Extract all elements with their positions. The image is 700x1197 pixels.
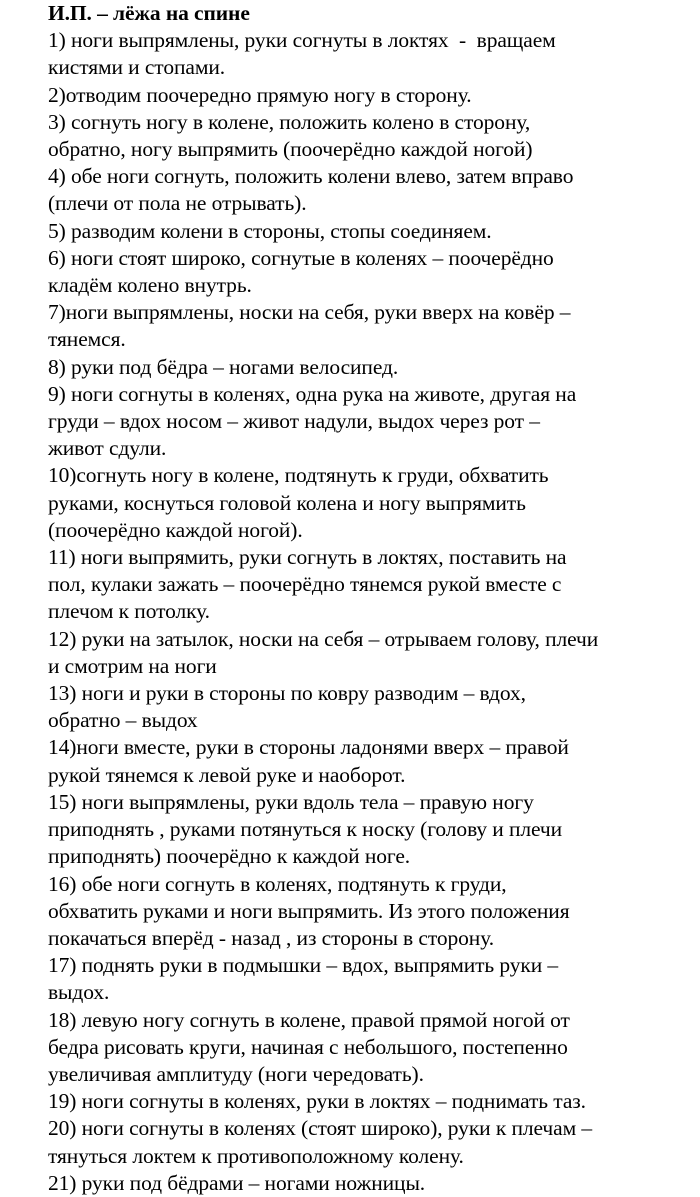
text-line: 8) руки под бёдра – ногами велосипед. [48, 354, 399, 379]
text-line: тянуться локтем к противоположному колену. [48, 1143, 464, 1168]
text-line: 1) ноги выпрямлены, руки согнуты в локтях - вращаем [48, 28, 556, 53]
text-line: 10)согнуть ногу в колене, подтянуть к груди, обхватить [48, 463, 549, 488]
exercise-list [48, 27, 698, 1197]
text-line: 17) поднять руки в подмышки – вдох, выпрямить руки – [48, 953, 559, 978]
text-line: 18) левую ногу согнуть в колене, правой прямой ногой от [48, 1007, 570, 1032]
text-line: руками, коснуться головой колена и ногу выпрямить [48, 490, 526, 515]
text-line: 12) руки на затылок, носки на себя – отрываем голову, плечи [48, 626, 599, 651]
text-line: (поочерёдно каждой ногой). [48, 517, 303, 542]
text-line: 3) согнуть ногу в колене, положить колено в сторону, [48, 109, 531, 134]
text-line: кистями и стопами. [48, 55, 226, 80]
text-line: кладём колено внутрь. [48, 273, 252, 298]
text-line: 6) ноги стоят широко, согнутые в коленях – поочерёдно [48, 245, 554, 270]
text-line: рукой тянемся к левой руке и наоборот. [48, 762, 406, 787]
text-line: обратно, ногу выпрямить (поочерёдно каждой ногой) [48, 137, 533, 162]
text-line: плечом к потолку. [48, 599, 210, 624]
text-line: приподнять , руками потянуться к носку (голову и плечи [48, 817, 563, 842]
text-line: пол, кулаки зажать – поочерёдно тянемся рукой вместе с [48, 572, 562, 597]
text-line: 7)ноги выпрямлены, носки на себя, руки вверх на ковёр – [48, 300, 571, 325]
text-line: обхватить руками и ноги выпрямить. Из этого положения [48, 898, 570, 923]
text-line: 20) ноги согнуты в коленях (стоят широко), руки к плечам – [48, 1116, 592, 1141]
text-line: приподнять) поочерёдно к каждой ноге. [48, 844, 411, 869]
text-line: и смотрим на ноги [48, 653, 217, 678]
text-line: увеличивая амплитуду (ноги чередовать). [48, 1061, 424, 1086]
text-line: 4) обе ноги согнуть, положить колени влево, затем вправо [48, 164, 574, 189]
text-line: 5) разводим колени в стороны, стопы соединяем. [48, 218, 492, 243]
text-line: тянемся. [48, 327, 126, 352]
text-line: 19) ноги согнуты в коленях, руки в локтях – поднимать таз. [48, 1089, 586, 1114]
document-heading: И.П. – лёжа на спине [48, 1, 250, 25]
text-line: груди – вдох носом – живот надули, выдох через рот – [48, 409, 540, 434]
text-line: 11) ноги выпрямить, руки согнуть в локтях, поставить на [48, 545, 567, 570]
text-line: живот сдули. [48, 436, 167, 461]
text-line: 21) руки под бёдрами – ногами ножницы. [48, 1170, 426, 1195]
text-line: 13) ноги и руки в стороны по ковру разводим – вдох, [48, 681, 526, 706]
text-line: бедра рисовать круги, начиная с небольшого, постепенно [48, 1034, 568, 1059]
text-line: (плечи от пола не отрывать). [48, 191, 307, 216]
text-line: 2)отводим поочередно прямую ногу в сторону. [48, 82, 472, 107]
text-line: 14)ноги вместе, руки в стороны ладонями вверх – правой [48, 735, 569, 760]
text-line: обратно – выдох [48, 708, 198, 733]
text-line: покачаться вперёд - назад , из стороны в сторону. [48, 925, 494, 950]
text-line: 15) ноги выпрямлены, руки вдоль тела – правую ногу [48, 789, 534, 814]
text-line: выдох. [48, 980, 110, 1005]
text-line: 9) ноги согнуты в коленях, одна рука на животе, другая на [48, 381, 577, 406]
text-line: 16) обе ноги согнуть в коленях, подтянуть к груди, [48, 871, 507, 896]
exercise-document [48, 0, 698, 1197]
